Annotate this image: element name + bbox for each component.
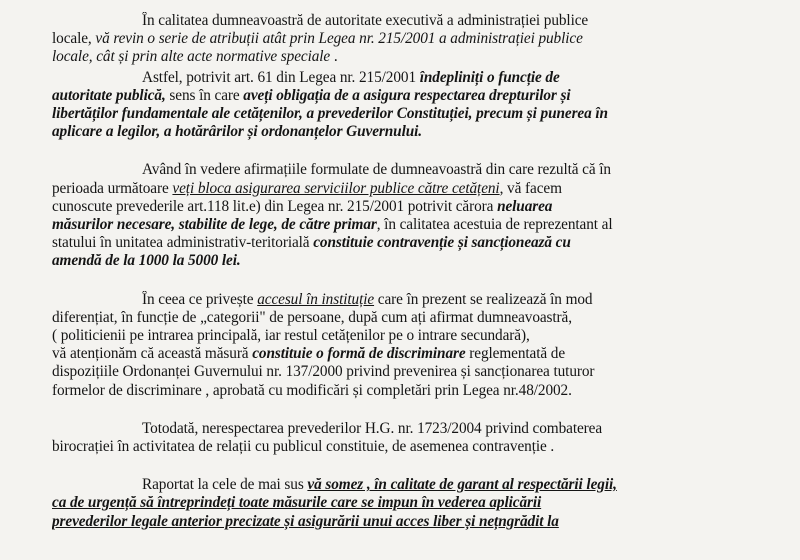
- paragraph-5: [52, 420, 792, 456]
- emphasis-text: măsurilor necesare, stabilite de lege, de către primar: [52, 216, 377, 234]
- text-line: [52, 161, 792, 179]
- text-line: [52, 382, 792, 400]
- paragraph-4: [52, 291, 792, 400]
- paragraph-6: [52, 476, 792, 531]
- text-line: [52, 252, 792, 270]
- plain-text: sens în care: [165, 86, 244, 104]
- plain-text: diferențiat, în funcție de „categorii" de persoane, după cum ați afirmat dumneavoastră,: [52, 308, 572, 326]
- emphasis-text: locale, cât și prin alte acte normative speciale: [52, 48, 331, 66]
- emphasis-text: neluarea: [497, 197, 553, 215]
- plain-text: , în calitatea acestuia de reprezentant al: [376, 216, 613, 234]
- plain-text: .: [330, 48, 338, 66]
- emphasis-text: ca de urgență să întreprindeți toate măsurile care se impun în vederea aplicării: [52, 494, 542, 512]
- plain-text: locale,: [52, 30, 96, 48]
- text-line: [52, 216, 792, 234]
- text-line: [52, 48, 792, 66]
- text-line: [52, 345, 792, 363]
- emphasis-text: accesul în instituție: [257, 290, 375, 308]
- text-line: [52, 234, 792, 252]
- plain-text: formelor de discriminare , aprobată cu modificări și completări prin Legea nr.48/2002.: [52, 381, 572, 399]
- text-line: [52, 12, 792, 30]
- plain-text: Totodată, nerespectarea prevederilor H.G. nr. 1723/2004 privind combaterea: [142, 419, 603, 437]
- text-line: [52, 494, 792, 512]
- plain-text: Având în vedere afirmațiile formulate de dumneavoastră din care rezultă că în: [142, 161, 611, 179]
- text-line: [52, 309, 792, 327]
- emphasis-text: constituie contravenție și sancționează cu: [313, 234, 571, 252]
- plain-text: Raportat la cele de mai sus: [142, 476, 308, 494]
- paragraph-3: [52, 161, 792, 270]
- plain-text: reglementată de: [465, 345, 566, 363]
- plain-text: În ceea ce privește: [142, 290, 258, 308]
- text-line: [52, 105, 792, 123]
- document-body: [52, 12, 792, 531]
- emphasis-text: amendă de la 1000 la 5000 lei.: [52, 252, 241, 270]
- plain-text: În calitatea dumneavoastră de autoritate executivă a administrației publice: [142, 12, 589, 29]
- text-line: [52, 327, 792, 345]
- plain-text: perioada următoare: [52, 179, 173, 197]
- plain-text: birocrației în activitatea de relații cu publicul constituie, de asemenea contravenție .: [52, 438, 555, 456]
- text-line: [52, 363, 792, 381]
- text-line: [52, 123, 792, 141]
- plain-text: dispozițiile Ordonanței Guvernului nr. 137/2000 privind prevenirea și sancționarea tuturor: [52, 363, 595, 381]
- emphasis-text: îndepliniți o funcție de: [419, 68, 560, 86]
- emphasis-text: vă somez , în calitate de garant al respectării legii,: [307, 476, 617, 494]
- plain-text: ( politicienii pe intrarea principală, iar restul cetățenilor pe o intrare secundară),: [52, 327, 530, 345]
- text-line: [52, 69, 792, 87]
- plain-text: care în prezent se realizează în mod: [374, 290, 593, 308]
- emphasis-text: aveți obligația de a asigura respectarea drepturilor și: [243, 86, 571, 104]
- emphasis-text: autoritate publică,: [52, 86, 166, 104]
- emphasis-text: veți bloca asigurarea serviciilor publice către cetățeni: [172, 179, 500, 197]
- plain-text: statului în unitatea administrativ-teritorială: [52, 234, 314, 252]
- text-line: [52, 180, 792, 198]
- text-line: [52, 30, 792, 48]
- emphasis-text: aplicare a legilor, a hotărârilor și ordonanțelor Guvernului.: [52, 123, 423, 141]
- text-line: [52, 291, 792, 309]
- emphasis-text: constituie o formă de discriminare: [252, 345, 466, 363]
- text-line: [52, 87, 792, 105]
- text-line: [52, 513, 792, 531]
- plain-text: vă atenționăm că această măsură: [52, 345, 253, 363]
- text-line: [52, 476, 792, 494]
- plain-text: , vă facem: [499, 179, 562, 197]
- text-line: [52, 198, 792, 216]
- emphasis-text: prevederilor legale anterior precizate și asigurării unui acces liber și nețngrădit la: [52, 512, 559, 530]
- text-line: [52, 420, 792, 438]
- plain-text: cunoscute prevederile art.118 lit.e) din Legea nr. 215/2001 potrivit cărora: [52, 197, 498, 215]
- plain-text: Astfel, potrivit art. 61 din Legea nr. 215/2001: [142, 68, 420, 86]
- emphasis-text: libertăților fundamentale ale cetățenilor, a prevederilor Constituției, precum și punerea în: [52, 105, 608, 123]
- paragraph-1: [52, 12, 792, 67]
- text-line: [52, 438, 792, 456]
- emphasis-text: vă revin o serie de atribuții atât prin Legea nr. 215/2001 a administrației publice: [95, 30, 583, 48]
- paragraph-2: [52, 69, 792, 142]
